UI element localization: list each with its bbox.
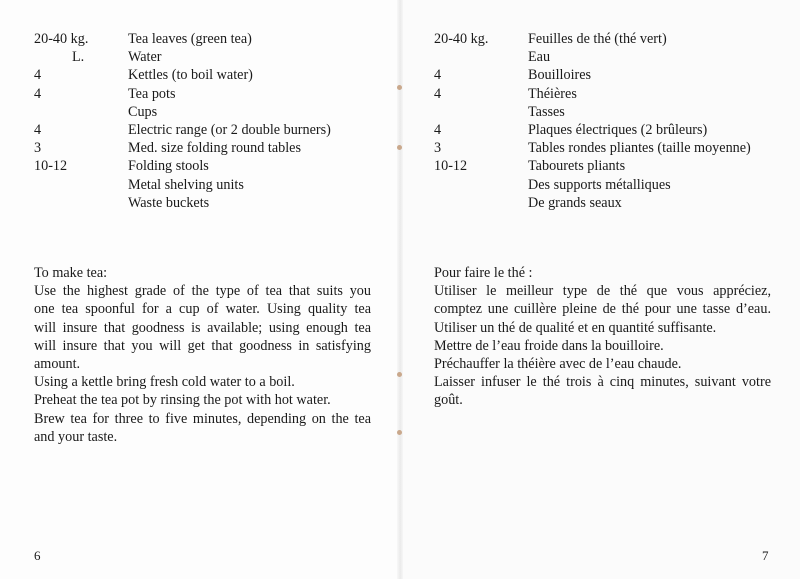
supply-qty: 20-40 kg. [34, 31, 89, 47]
supply-item: Folding stools [128, 158, 209, 175]
staple-mark [397, 372, 402, 377]
instruction-line: Préchauffer la théière avec de l’eau chaude. [434, 356, 682, 373]
supply-qty: 4 [434, 67, 442, 84]
instruction-line: Utiliser le meilleur type de thé que vous appréciez, [434, 283, 771, 300]
staple-mark [397, 145, 402, 150]
supply-qty: 3 [434, 140, 442, 157]
instruction-line: Mettre de l’eau froide dans la bouilloire. [434, 337, 664, 354]
supply-item: Electric range (or 2 double burners) [128, 121, 331, 138]
supply-item: De grands seaux [528, 194, 622, 211]
supply-qty: 3 [34, 140, 42, 157]
supply-item: Tabourets pliants [528, 158, 626, 175]
instructions-en [34, 264, 371, 446]
page-number: 6 [34, 548, 41, 563]
supply-item: Tea leaves (green tea) [128, 31, 252, 47]
supply-item: Water [128, 49, 162, 66]
supply-item: Eau [528, 49, 551, 66]
supply-item: Med. size folding round tables [128, 140, 301, 157]
supply-item: Tea pots [128, 85, 176, 102]
instruction-line: will insure that you will get that goodness in satisfying [34, 337, 371, 354]
instruction-line: Use the highest grade of the type of tea that suits you [34, 283, 371, 300]
instruction-line: Laisser infuser le thé trois à cinq minutes, suivant votre [434, 374, 771, 391]
staple-mark [397, 430, 402, 435]
instruction-line: Using a kettle bring fresh cold water to a boil. [34, 374, 295, 391]
supply-item: Bouilloires [528, 67, 592, 84]
instruction-line: and your taste. [34, 428, 118, 445]
instruction-line: will insure that goodness is available; using enough tea [34, 319, 371, 336]
page-number: 7 [762, 548, 769, 563]
supply-qty: 4 [34, 85, 42, 102]
section-title: Pour faire le thé : [434, 265, 533, 281]
supply-item: Des supports métalliques [528, 176, 671, 193]
supply-item: Plaques électriques (2 brûleurs) [528, 121, 708, 138]
supply-item: Waste buckets [128, 194, 210, 211]
instruction-line: goût. [434, 392, 463, 409]
supply-qty: 20-40 kg. [434, 31, 489, 47]
supply-item: Tasses [528, 103, 565, 120]
supply-item: Cups [128, 103, 158, 120]
page-right [400, 0, 800, 579]
instruction-line: comptez une cuillère pleine de thé pour une tasse d’eau. [434, 301, 771, 318]
supply-qty: 4 [434, 85, 442, 102]
instruction-line: amount. [34, 356, 81, 373]
supply-item: Tables rondes pliantes (taille moyenne) [528, 140, 751, 157]
supply-item: Théières [528, 85, 577, 102]
instruction-line: Brew tea for three to five minutes, depending on the tea [34, 410, 371, 427]
supply-qty: 10-12 [434, 158, 468, 175]
section-title: To make tea: [34, 265, 108, 281]
instructions-fr [434, 264, 771, 410]
supply-qty: L. [72, 49, 85, 66]
supply-item: Kettles (to boil water) [128, 67, 253, 84]
supply-qty: 4 [34, 67, 42, 84]
instruction-line: one tea spoonful for a cup of water. Using quality tea [34, 301, 371, 318]
supply-qty: 4 [34, 121, 42, 138]
supply-item: Metal shelving units [128, 176, 244, 193]
instruction-line: Preheat the tea pot by rinsing the pot with hot water. [34, 392, 331, 409]
supply-qty: 4 [434, 121, 442, 138]
supply-item: Feuilles de thé (thé vert) [528, 31, 667, 47]
instruction-line: Utiliser un thé de qualité et en quantité suffisante. [434, 319, 717, 336]
supply-qty: 10-12 [34, 158, 68, 175]
staple-mark [397, 85, 402, 90]
